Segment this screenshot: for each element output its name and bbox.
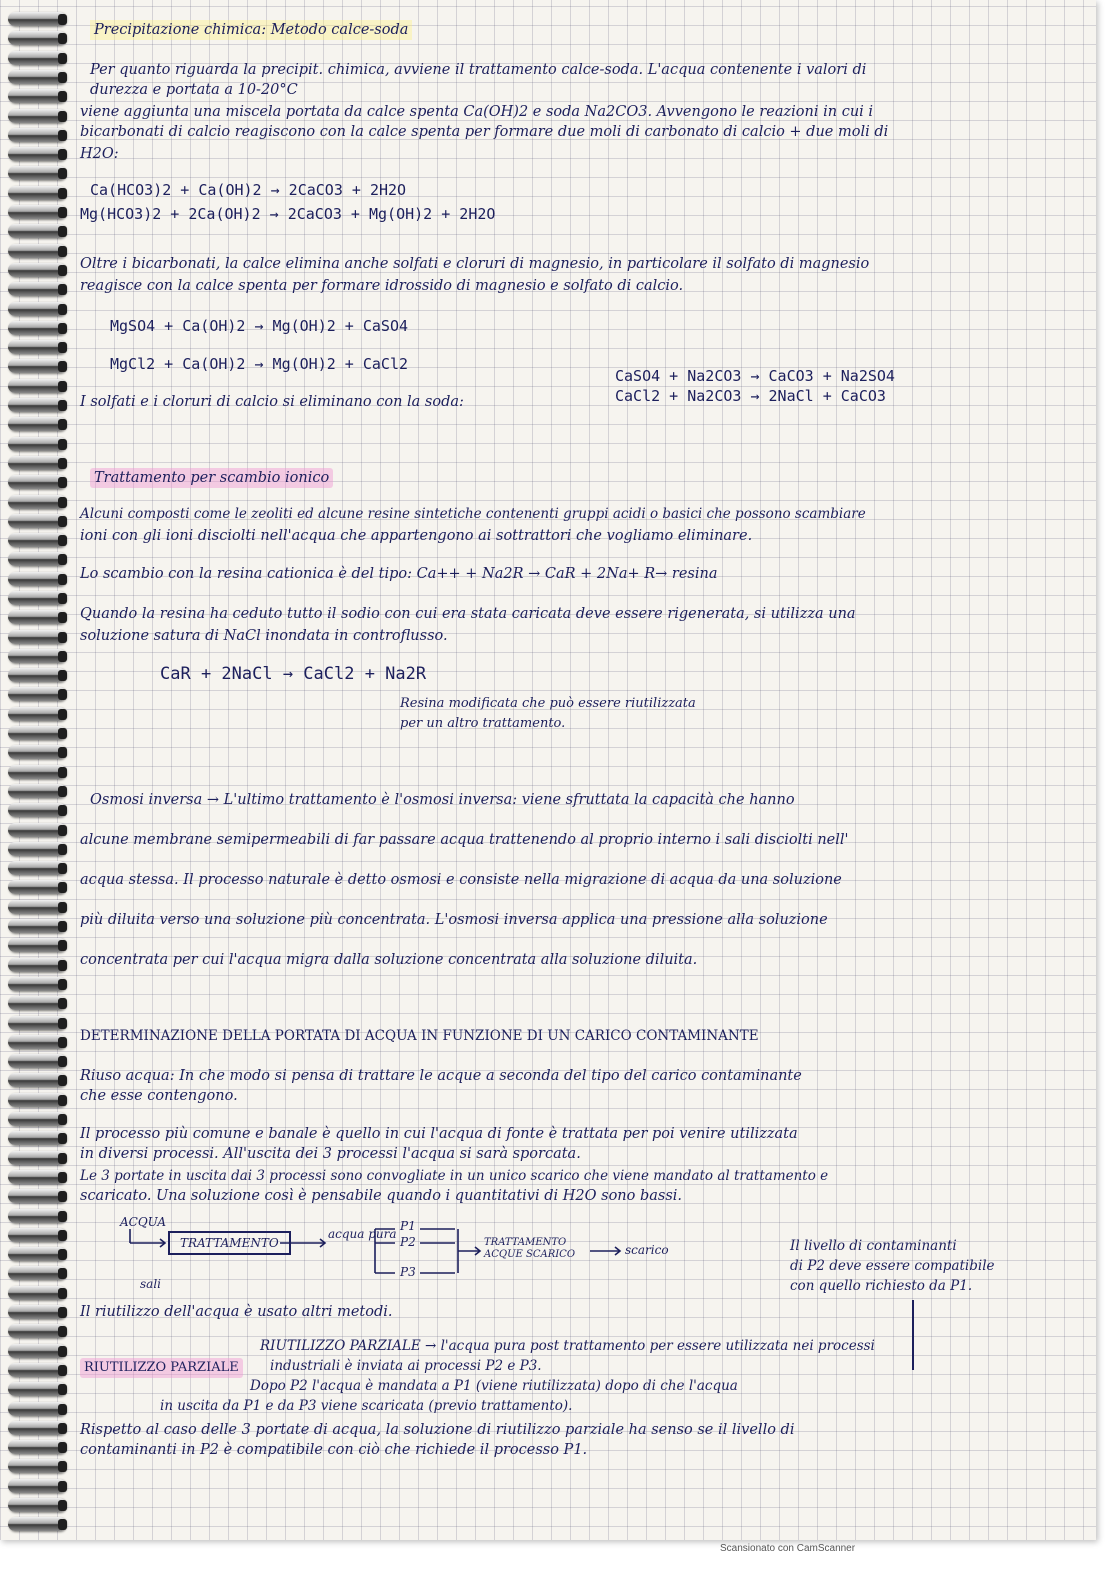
binding-hole [58, 1423, 67, 1434]
note-line: contaminanti in P2 è compatibile con ciò che richiede il processo P1. [80, 1442, 588, 1458]
binding-hole [58, 1500, 67, 1511]
equation: CaSO4 + Na2CO3 → CaCO3 + Na2SO4 [615, 367, 895, 385]
binding-hole [58, 207, 67, 218]
note-line: acqua stessa. Il processo naturale è detto osmosi e consiste nella migrazione di acqua da una soluzione [80, 872, 842, 888]
binding-hole [58, 246, 67, 257]
note-line: concentrata per cui l'acqua migra dalla soluzione concentrata alla soluzione diluita. [80, 952, 698, 968]
binding-hole [58, 940, 67, 951]
binding-hole [58, 188, 67, 199]
note-line: Il processo più comune e banale è quello in cui l'acqua di fonte è trattata per poi venire utilizzata [80, 1126, 798, 1142]
section-heading: Trattamento per scambio ionico [90, 468, 333, 488]
equation: MgSO4 + Ca(OH)2 → Mg(OH)2 + CaSO4 [110, 317, 409, 335]
binding-hole [58, 1056, 67, 1067]
side-note: con quello richiesto da P1. [790, 1278, 973, 1294]
note-line: I solfati e i cloruri di calcio si eliminano con la soda: [80, 394, 464, 410]
binding-hole [58, 1481, 67, 1492]
binding-hole [58, 458, 67, 469]
binding-hole [58, 882, 67, 893]
binding-hole [58, 805, 67, 816]
binding-hole [58, 168, 67, 179]
note-line: soluzione satura di NaCl inondata in controflusso. [80, 628, 448, 644]
binding-hole [58, 979, 67, 990]
equation: Ca(HCO3)2 + Ca(OH)2 → 2CaCO3 + 2H2O [90, 181, 407, 199]
binding-hole [58, 593, 67, 604]
binding-hole [58, 1307, 67, 1318]
binding-hole [58, 844, 67, 855]
binding-hole [58, 265, 67, 276]
scanner-footer: Scansionato con CamScanner [720, 1543, 856, 1554]
binding-hole [58, 747, 67, 758]
binding-hole [58, 689, 67, 700]
note-line: durezza e portata a 10-20°C [90, 82, 298, 98]
binding-hole [58, 1519, 67, 1530]
note-line: Alcuni composti come le zeoliti ed alcune resine sintetiche contenenti gruppi acidi o basici che possono scambiare [80, 506, 866, 522]
note-line: viene aggiunta una miscela portata da calce spenta Ca(OH)2 e soda Na2CO3. Avvengono le reazioni in cui i [80, 104, 874, 120]
binding-hole [58, 1268, 67, 1279]
binding-hole [58, 1153, 67, 1164]
salts-label: sali [140, 1277, 161, 1291]
binding-hole [58, 1288, 67, 1299]
binding-hole [58, 400, 67, 411]
binding-hole [58, 632, 67, 643]
spiral-binding [0, 0, 75, 1540]
binding-hole [58, 91, 67, 102]
binding-hole [58, 1346, 67, 1357]
note-line: Oltre i bicarbonati, la calce elimina anche solfati e cloruri di magnesio, in particolare il solfato di magnesio [80, 256, 870, 272]
note-line: Quando la resina ha ceduto tutto il sodio con cui era stata caricata deve essere rigenerata, si utilizza una [80, 606, 856, 622]
process-p1: P1 [400, 1219, 416, 1233]
diagram-input-label: ACQUA [120, 1215, 167, 1229]
equation: MgCl2 + Ca(OH)2 → Mg(OH)2 + CaCl2 [110, 355, 409, 373]
binding-hole [58, 381, 67, 392]
equation: CaR + 2NaCl → CaCl2 + Na2R [160, 664, 427, 684]
binding-hole [58, 72, 67, 83]
note-line: Il riutilizzo dell'acqua è usato altri metodi. [80, 1304, 393, 1320]
binding-hole [58, 1037, 67, 1048]
note-line: Dopo P2 l'acqua è mandata a P1 (viene riutilizzata) dopo di che l'acqua [250, 1378, 738, 1394]
binding-hole [58, 728, 67, 739]
binding-hole [58, 1018, 67, 1029]
wastewater-treatment-label: TRATTAMENTO ACQUE SCARICO [484, 1237, 576, 1260]
note-line: Per quanto riguarda la precipit. chimica, avviene il trattamento calce-soda. L'acqua contenente i valori di [90, 62, 867, 78]
binding-hole [58, 767, 67, 778]
binding-hole [58, 323, 67, 334]
note-title: Precipitazione chimica: Metodo calce-soda [90, 20, 412, 40]
binding-hole [58, 1404, 67, 1415]
binding-hole [58, 439, 67, 450]
note-line: reagisce con la calce spenta per formare idrossido di magnesio e solfato di calcio. [80, 278, 684, 294]
binding-hole [58, 111, 67, 122]
binding-hole [58, 998, 67, 1009]
treatment-box: TRATTAMENTO [168, 1231, 291, 1255]
binding-hole [58, 516, 67, 527]
binding-hole [58, 1095, 67, 1106]
note-line: alcune membrane semipermeabili di far passare acqua trattenendo al proprio interno i sali disciolti nell' [80, 832, 849, 848]
binding-hole [58, 1442, 67, 1453]
note-line: più diluita verso una soluzione più concentrata. L'osmosi inversa applica una pressione alla soluzione [80, 912, 828, 928]
note-line: H2O: [80, 146, 119, 162]
binding-hole [58, 960, 67, 971]
binding-hole [58, 477, 67, 488]
binding-hole [58, 1191, 67, 1202]
pure-water-label: acqua pura [328, 1227, 397, 1241]
binding-hole [58, 863, 67, 874]
note-line: RIUTILIZZO PARZIALE → l'acqua pura post trattamento per essere utilizzata nei processi [260, 1338, 875, 1354]
binding-hole [58, 574, 67, 585]
binding-hole [58, 554, 67, 565]
binding-hole [58, 1461, 67, 1472]
binding-hole [58, 535, 67, 546]
binding-hole [58, 921, 67, 932]
binding-hole [58, 1365, 67, 1376]
equation: CaCl2 + Na2CO3 → 2NaCl + CaCO3 [615, 387, 886, 405]
binding-hole [58, 342, 67, 353]
note-arrow [912, 1300, 914, 1370]
equation: Mg(HCO3)2 + 2Ca(OH)2 → 2CaCO3 + Mg(OH)2 + 2H2O [80, 205, 496, 223]
binding-hole [58, 1114, 67, 1125]
binding-hole [58, 1172, 67, 1183]
binding-hole [58, 1384, 67, 1395]
binding-hole [58, 361, 67, 372]
binding-hole [58, 1249, 67, 1260]
note-line: Rispetto al caso delle 3 portate di acqua, la soluzione di riutilizzo parziale ha senso se il livello di [80, 1422, 795, 1438]
note-line: bicarbonati di calcio reagiscono con la calce spenta per formare due moli di carbonato di calcio + due moli di [80, 124, 889, 140]
note-line: Lo scambio con la resina cationica è del tipo: Ca++ + Na2R → CaR + 2Na+ R→ resina [80, 566, 718, 582]
binding-hole [58, 902, 67, 913]
binding-hole [58, 419, 67, 430]
binding-hole [58, 497, 67, 508]
binding-hole [58, 1230, 67, 1241]
binding-hole [58, 709, 67, 720]
binding-hole [58, 1326, 67, 1337]
binding-hole [58, 612, 67, 623]
binding-hole [58, 53, 67, 64]
side-note: di P2 deve essere compatibile [790, 1258, 995, 1274]
note-line: ioni con gli ioni disciolti nell'acqua che appartengono ai sottrattori che vogliamo eliminare. [80, 528, 753, 544]
binding-hole [58, 670, 67, 681]
note-line: scaricato. Una soluzione così è pensabile quando i quantitativi di H2O sono bassi. [80, 1188, 683, 1204]
note-line: Osmosi inversa → L'ultimo trattamento è l'osmosi inversa: viene sfruttata la capacità che hanno [90, 792, 795, 808]
binding-hole [58, 825, 67, 836]
process-diagram [120, 1215, 740, 1295]
annotation: Resina modificata che può essere riutilizzata [400, 696, 696, 711]
binding-hole [58, 1075, 67, 1086]
note-line: industriali è inviata ai processi P2 e P3. [270, 1358, 542, 1374]
process-p2: P2 [400, 1235, 416, 1249]
binding-hole [58, 130, 67, 141]
process-p3: P3 [400, 1265, 416, 1279]
binding-hole [58, 33, 67, 44]
binding-hole [58, 149, 67, 160]
section-heading-rp: RIUTILIZZO PARZIALE [80, 1358, 243, 1378]
note-line: che esse contengono. [80, 1088, 238, 1104]
side-note: Il livello di contaminanti [790, 1238, 957, 1254]
note-line: Riuso acqua: In che modo si pensa di trattare le acque a seconda del tipo del carico contaminante [80, 1068, 802, 1084]
binding-hole [58, 14, 67, 25]
annotation: per un altro trattamento. [400, 716, 566, 731]
binding-hole [58, 304, 67, 315]
section-heading: DETERMINAZIONE DELLA PORTATA DI ACQUA IN FUNZIONE DI UN CARICO CONTAMINANTE [80, 1028, 759, 1044]
binding-hole [58, 786, 67, 797]
binding-hole [58, 1211, 67, 1222]
note-line: in uscita da P1 e da P3 viene scaricata (previo trattamento). [160, 1398, 573, 1414]
binding-hole [58, 651, 67, 662]
binding-hole [58, 284, 67, 295]
discharge-label: scarico [625, 1243, 669, 1257]
binding-hole [58, 226, 67, 237]
note-line: Le 3 portate in uscita dai 3 processi sono convogliate in un unico scarico che viene mandato al trattamento e [80, 1168, 829, 1184]
note-line: in diversi processi. All'uscita dei 3 processi l'acqua si sarà sporcata. [80, 1146, 581, 1162]
binding-hole [58, 1133, 67, 1144]
